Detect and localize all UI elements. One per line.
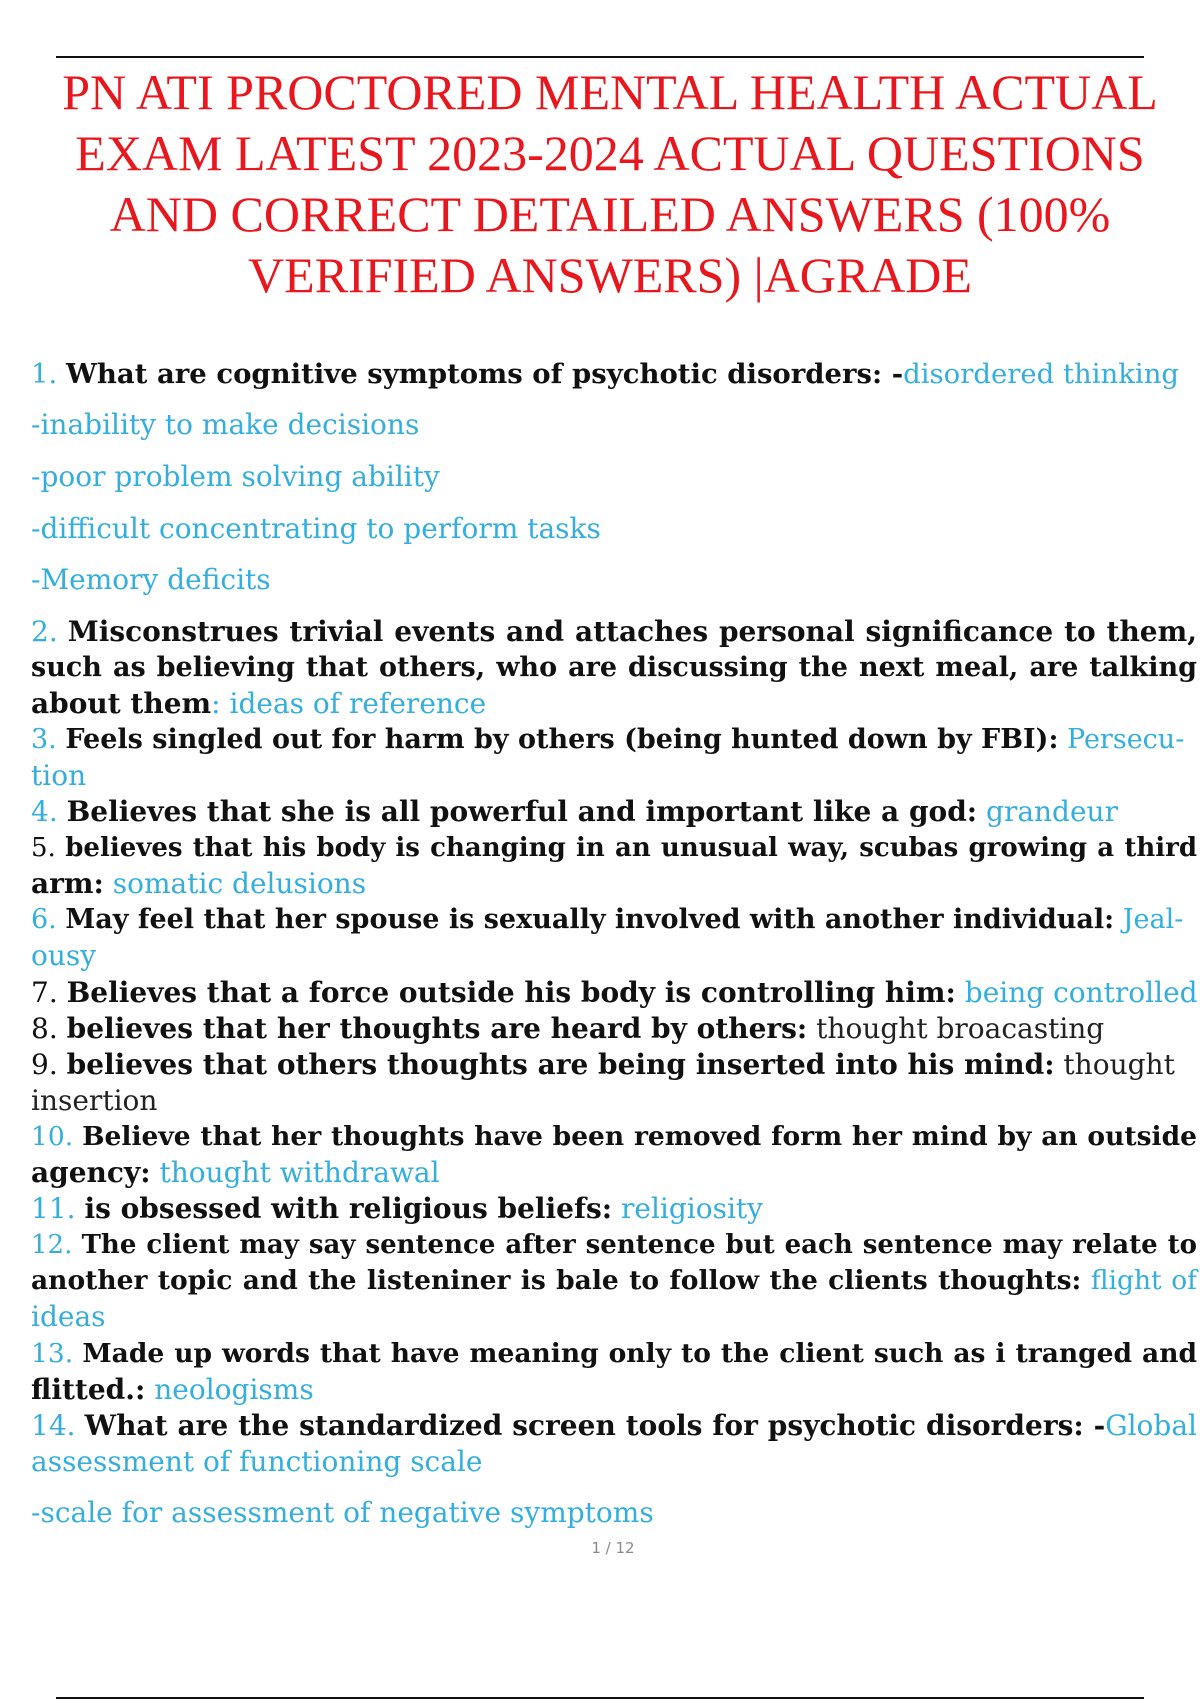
question-11 <box>31 1191 1197 1227</box>
question-13 <box>31 1336 1197 1372</box>
top-rule <box>56 56 1144 58</box>
answer-text: religiosity <box>612 1192 763 1225</box>
question-text: Believes that she is all powerful and important like a god: <box>66 795 978 828</box>
answer-text: neologisms <box>145 1373 314 1406</box>
title-line-1: PN ATI PROCTORED MENTAL HEALTH ACTUAL <box>62 64 1158 120</box>
answer-text: Persecu- <box>1058 724 1185 755</box>
title-line-3: AND CORRECT DETAILED ANSWERS (100% <box>109 186 1111 242</box>
question-number: 8. <box>31 1012 58 1045</box>
question-number: 9. <box>31 1048 58 1081</box>
answer-line <box>31 562 1197 598</box>
question-5 <box>31 830 1197 866</box>
title-line-4: VERIFIED ANSWERS) |AGRADE <box>248 247 972 303</box>
question-12 <box>31 1227 1197 1263</box>
answer-line <box>31 1495 1197 1531</box>
question-2 <box>31 614 1197 650</box>
question-number: 14. <box>31 1409 76 1442</box>
answer-text: somatic delusions <box>103 867 367 900</box>
title-line-2: EXAM LATEST 2023-2024 ACTUAL QUESTIONS <box>75 125 1145 181</box>
question-line <box>31 1263 1197 1299</box>
question-text: believes that his body is changing in an unusual way, scubas growing a third <box>65 833 1197 863</box>
question-text: such as believing that others, who are discussing the next meal, are talking <box>31 652 1197 683</box>
answer-text: assessment of functioning scale <box>31 1445 483 1478</box>
question-3 <box>31 722 1197 758</box>
answer-text: ideas of reference <box>220 687 487 720</box>
answer-text: -inability to make decisions <box>31 408 420 441</box>
question-text: is obsessed with religious beliefs: <box>84 1192 613 1225</box>
answer-text: -poor problem solving ability <box>31 460 440 493</box>
question-1 <box>31 356 1197 392</box>
question-text: about them <box>31 687 212 720</box>
question-dash: - <box>1083 1409 1106 1442</box>
question-text: arm: <box>31 867 104 900</box>
question-number: 2. <box>31 615 58 648</box>
question-number: 11. <box>31 1192 76 1225</box>
question-text: The client may say sentence after sentence but each sentence may relate to <box>81 1230 1198 1260</box>
question-number: 4. <box>31 795 58 828</box>
question-text: another topic and the listeniner is bale to follow the clients thoughts: <box>31 1265 1082 1296</box>
bottom-rule <box>56 1697 1144 1699</box>
question-number: 1. <box>31 358 58 390</box>
answer-text: -scale for assessment of negative symptoms <box>31 1496 654 1529</box>
answer-text: grandeur <box>977 795 1118 828</box>
question-text: Made up words that have meaning only to the client such as i tranged and <box>82 1338 1197 1369</box>
answer-line <box>31 1083 1197 1119</box>
question-number: 5. <box>31 833 56 863</box>
question-text: Misconstrues trivial events and attaches personal significance to them, <box>67 615 1198 648</box>
answer-text: tion <box>31 759 87 792</box>
question-number: 10. <box>31 1121 74 1152</box>
answer-text: Global <box>1105 1409 1197 1442</box>
answer-text: ideas <box>31 1300 106 1333</box>
answer-line <box>31 938 1197 974</box>
question-line <box>31 1155 1197 1191</box>
answer-text: insertion <box>31 1084 158 1117</box>
question-text: What are cognitive symptoms of psychotic disorders: <box>66 358 883 390</box>
answer-text: thought broacasting <box>807 1012 1105 1045</box>
question-line <box>31 650 1197 686</box>
answer-text: thought withdrawal <box>150 1156 440 1189</box>
question-14 <box>31 1408 1197 1444</box>
question-7 <box>31 975 1197 1011</box>
question-4 <box>31 794 1197 830</box>
answer-text: thought <box>1054 1048 1175 1081</box>
question-number: 3. <box>31 724 57 755</box>
question-number: 13. <box>31 1338 74 1369</box>
answer-line <box>31 511 1197 547</box>
question-line <box>31 1372 1197 1408</box>
question-text: What are the standardized screen tools for psychotic disorders: <box>84 1409 1084 1442</box>
question-text: Feels singled out for harm by others (being hunted down by FBI): <box>65 724 1059 755</box>
answer-line <box>31 758 1197 794</box>
answer-line <box>31 1444 1197 1480</box>
question-text: Believe that her thoughts have been removed form her mind by an outside <box>82 1121 1197 1152</box>
question-text: believes that her thoughts are heard by others: <box>66 1012 808 1045</box>
question-6 <box>31 902 1197 938</box>
answer-text: ousy <box>31 939 97 972</box>
page-title <box>20 62 1200 306</box>
question-text: Believes that a force outside his body is controlling him: <box>66 976 956 1009</box>
answer-text: -Memory deficits <box>31 563 271 596</box>
question-colon: : <box>211 687 221 720</box>
question-10 <box>31 1119 1197 1155</box>
question-number: 12. <box>31 1230 73 1260</box>
question-text: agency: <box>31 1156 151 1189</box>
question-number: 7. <box>31 976 58 1009</box>
answer-text: -difficult concentrating to perform tasks <box>31 512 601 545</box>
answer-text: being controlled <box>955 976 1198 1009</box>
answer-text: disordered thinking <box>903 358 1180 390</box>
question-text: believes that others thoughts are being inserted into his mind: <box>66 1048 1055 1081</box>
answer-line <box>31 407 1197 443</box>
question-8 <box>31 1011 1197 1047</box>
answer-text: Jeal- <box>1114 904 1184 935</box>
page-number: 1 / 12 <box>591 1539 635 1557</box>
question-number: 6. <box>31 904 57 935</box>
question-text: May feel that her spouse is sexually involved with another individual: <box>65 904 1115 935</box>
question-line <box>31 866 1197 902</box>
question-dash: - <box>882 358 904 390</box>
answer-line <box>31 459 1197 495</box>
question-9 <box>31 1047 1197 1083</box>
answer-line <box>31 1299 1197 1335</box>
question-text: flitted.: <box>31 1373 146 1406</box>
answer-text: flight of <box>1081 1265 1197 1296</box>
question-line <box>31 686 1197 722</box>
